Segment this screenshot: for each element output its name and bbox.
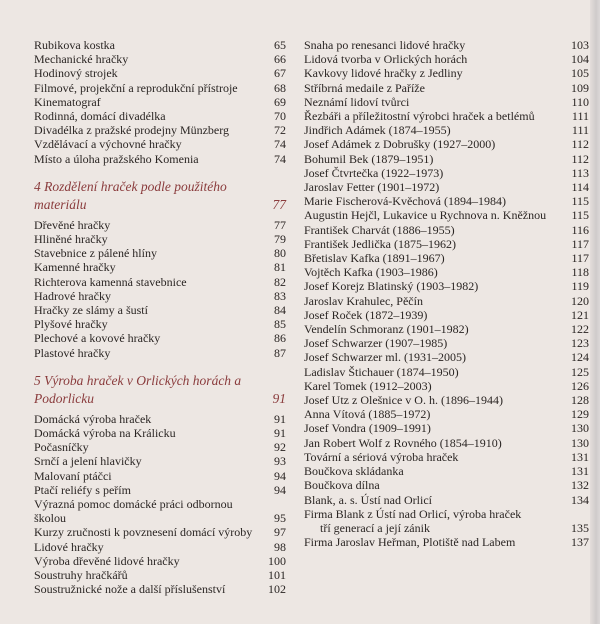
toc-entry-page: 74 — [274, 137, 286, 152]
toc-entry-title: Soustruhy hračkářů — [34, 568, 128, 583]
toc-entry-title: Dřevěné hračky — [34, 217, 111, 232]
toc-entry-page: 111 — [571, 109, 589, 124]
toc-entry-title: Vendelín Schmoranz (1901–1982) — [304, 322, 469, 337]
toc-entry-title: Vzdělávací a výchovné hračky — [34, 137, 182, 152]
toc-entry-title: Břetislav Kafka (1891–1967) — [304, 251, 445, 266]
toc-entry-title: Filmové, projekční a reprodukční přístroje — [34, 80, 238, 95]
toc-entry-title: Boučkova dílna — [304, 478, 380, 493]
toc-entry-page: 68 — [274, 80, 286, 95]
toc-entry — [304, 237, 589, 251]
toc-entry-page: 81 — [274, 260, 286, 275]
toc-entry-title: Karel Tomek (1912–2003) — [304, 378, 432, 393]
toc-entry-page: 101 — [268, 568, 286, 583]
toc-entry — [34, 454, 286, 468]
toc-entry-title: Jan Robert Wolf z Rovného (1854–1910) — [304, 435, 502, 450]
page-edge-shadow — [590, 0, 600, 624]
toc-entry-page: 80 — [274, 246, 286, 261]
toc-entry — [34, 95, 286, 109]
toc-entry-page: 100 — [268, 553, 286, 568]
toc-entry-page: 93 — [274, 454, 286, 469]
toc-entry — [304, 95, 589, 109]
toc-entry — [304, 336, 589, 350]
toc-entry-title: Počasníčky — [34, 440, 89, 455]
toc-entry-title: Hliněné hračky — [34, 232, 108, 247]
toc-entry — [34, 232, 286, 246]
toc-entry-page: 86 — [274, 331, 286, 346]
toc-entry-title: Stříbrná medaile z Paříže — [304, 80, 425, 95]
toc-entry-title: Firma Jaroslav Heřman, Plotiště nad Labem — [304, 535, 516, 550]
toc-entry — [304, 350, 589, 364]
toc-entry — [304, 535, 589, 549]
toc-entry — [34, 440, 286, 454]
toc-entry — [34, 218, 286, 232]
toc-entry-page: 131 — [571, 449, 589, 464]
toc-entry-page: 114 — [571, 180, 589, 195]
toc-entry-page: 84 — [274, 303, 286, 318]
toc-entry-title: Firma Blank z Ústí nad Orlicí, výroba hraček — [304, 506, 522, 521]
toc-entry-page: 92 — [274, 440, 286, 455]
toc-entry — [34, 123, 286, 137]
toc-entry-page: 105 — [571, 66, 589, 81]
toc-entry — [34, 483, 286, 497]
toc-entry-page: 124 — [571, 350, 589, 365]
toc-entry — [34, 289, 286, 303]
toc-entry — [34, 66, 286, 80]
toc-entry-title: Hadrové hračky — [34, 288, 111, 303]
toc-entry-page: 95 — [274, 511, 286, 526]
toc-entry — [304, 208, 589, 222]
toc-entry-page: 120 — [571, 293, 589, 308]
toc-entry-page: 97 — [274, 525, 286, 540]
toc-entry-title: Tovární a sériová výroba hraček — [304, 449, 459, 464]
toc-entry-page: 94 — [274, 468, 286, 483]
chapter-title: 5 Výroba hraček v Orlických horách a Podorlicku — [34, 372, 242, 406]
toc-entry-title: Jaroslav Krahulec, Pěčín — [304, 293, 423, 308]
toc-entry-page: 91 — [274, 426, 286, 441]
toc-entry-title: Domácká výroba hraček — [34, 411, 152, 426]
toc-entry-page: 67 — [274, 66, 286, 81]
toc-entry-page: 110 — [571, 94, 589, 109]
toc-entry-page: 98 — [274, 539, 286, 554]
toc-left-column — [34, 38, 286, 597]
toc-entry — [304, 251, 589, 265]
toc-entry-page: 87 — [274, 345, 286, 360]
toc-entry — [304, 464, 589, 478]
toc-entry — [304, 393, 589, 407]
toc-entry — [34, 109, 286, 123]
toc-entry-title: Mechanické hračky — [34, 52, 129, 67]
toc-entry-page: 94 — [274, 482, 286, 497]
toc-entry — [304, 279, 589, 293]
toc-entry — [304, 322, 589, 336]
toc-entry — [304, 294, 589, 308]
toc-entry-page: 82 — [274, 274, 286, 289]
toc-entry-title: Josef Vondra (1909–1991) — [304, 421, 431, 436]
toc-entry-page: 103 — [571, 38, 589, 52]
toc-entry-title: Richterova kamenná stavebnice — [34, 274, 187, 289]
toc-entry-title: Ptačí reliéfy s peřím — [34, 482, 131, 497]
toc-entry — [304, 493, 589, 507]
toc-entry-page: 112 — [571, 137, 589, 152]
toc-entry-title: Místo a úloha pražského Komenia — [34, 151, 199, 166]
toc-entry — [34, 331, 286, 345]
toc-entry — [34, 582, 286, 596]
toc-entry-page: 128 — [571, 393, 589, 408]
toc-entry-page: 117 — [571, 236, 589, 251]
toc-entry-page: 74 — [274, 151, 286, 166]
toc-entry — [304, 123, 589, 137]
toc-entry — [304, 81, 589, 95]
toc-entry-title: Neznámí lidoví tvůrci — [304, 94, 410, 109]
toc-entry-page: 116 — [571, 222, 589, 237]
toc-entry — [304, 407, 589, 421]
toc-entry-page: 109 — [571, 80, 589, 95]
toc-entry-title: Lidová tvorba v Orlických horách — [304, 52, 468, 67]
toc-entry-title: Blank, a. s. Ústí nad Orlicí — [304, 492, 432, 507]
toc-entry-title: Marie Fischerová-Kvěchová (1894–1984) — [304, 194, 506, 209]
toc-entry — [34, 260, 286, 274]
toc-entry-title: Kavkovy lidové hračky z Jedliny — [304, 66, 463, 81]
toc-entry — [34, 275, 286, 289]
toc-entry-title: Řezbáři a příležitostní výrobci hraček a betlémů — [304, 109, 535, 124]
toc-entry — [304, 38, 589, 52]
toc-entry-title: Jindřich Adámek (1874–1955) — [304, 123, 451, 138]
toc-entry — [304, 52, 589, 66]
toc-entry — [34, 426, 286, 440]
toc-entry — [304, 194, 589, 208]
toc-entry-page: 79 — [274, 232, 286, 247]
toc-entry-title: Jaroslav Fetter (1901–1972) — [304, 180, 440, 195]
toc-entry-page: 115 — [571, 194, 589, 209]
toc-entry-page: 113 — [571, 165, 589, 180]
toc-entry-page: 129 — [571, 407, 589, 422]
toc-entry-title: František Charvát (1886–1955) — [304, 222, 455, 237]
toc-entry-continuation — [304, 521, 589, 535]
toc-entry-title: Vojtěch Kafka (1903–1986) — [304, 265, 438, 280]
spacer — [34, 166, 286, 178]
toc-entry — [34, 38, 286, 52]
toc-entry — [34, 568, 286, 582]
toc-entry-page: 135 — [571, 520, 589, 535]
toc-entry — [34, 469, 286, 483]
toc-right-column — [304, 38, 589, 549]
toc-entry-title: Výrazná pomoc domácké práci odbornou školou — [34, 497, 233, 526]
toc-entry-title: Snaha po renesanci lidové hračky — [304, 38, 466, 52]
toc-entry-title: Soustružnické nože a další příslušenství — [34, 582, 226, 597]
toc-entry-title: Srnčí a jelení hlavičky — [34, 454, 142, 469]
toc-entry-title: Anna Vítová (1885–1972) — [304, 407, 431, 422]
toc-entry-page: 130 — [571, 435, 589, 450]
toc-entry — [304, 507, 589, 521]
toc-entry — [304, 66, 589, 80]
toc-entry-page: 83 — [274, 288, 286, 303]
toc-entry — [34, 525, 286, 539]
toc-entry-title: Josef Adámek z Dobrušky (1927–2000) — [304, 137, 496, 152]
toc-entry-title: Plyšové hračky — [34, 317, 108, 332]
toc-entry-title: Divadélka z pražské prodejny Münzberg — [34, 123, 230, 138]
toc-entry-page: 121 — [571, 307, 589, 322]
toc-entry — [34, 554, 286, 568]
toc-entry-title: Josef Schwarzer (1907–1985) — [304, 336, 448, 351]
chapter-title: 4 Rozdělení hraček podle použitého materiálu — [34, 178, 227, 212]
toc-entry-page: 125 — [571, 364, 589, 379]
toc-entry-page: 131 — [571, 464, 589, 479]
toc-entry-page: 102 — [268, 582, 286, 597]
toc-entry-page: 111 — [571, 123, 589, 138]
chapter-page: 77 — [272, 196, 286, 212]
toc-entry-page: 72 — [274, 123, 286, 138]
toc-entry — [34, 412, 286, 426]
toc-entry-title: Domácká výroba na Králicku — [34, 426, 176, 441]
toc-entry — [304, 308, 589, 322]
toc-entry-title: Kamenné hračky — [34, 260, 116, 275]
toc-entry-title: Josef Schwarzer ml. (1931–2005) — [304, 350, 466, 365]
toc-entry-page: 119 — [571, 279, 589, 294]
toc-entry — [304, 109, 589, 123]
toc-entry-title: Plechové a kovové hračky — [34, 331, 161, 346]
toc-entry-page: 117 — [571, 251, 589, 266]
toc-entry — [304, 223, 589, 237]
toc-entry-page: 122 — [571, 322, 589, 337]
chapter-page: 91 — [272, 390, 286, 406]
toc-entry-page: 137 — [571, 535, 589, 550]
chapter-heading — [34, 372, 286, 408]
toc-entry-title: Josef Korejz Blatinský (1903–1982) — [304, 279, 479, 294]
toc-entry-title: Plastové hračky — [34, 345, 111, 360]
spacer — [34, 360, 286, 372]
toc-entry-page: 65 — [274, 38, 286, 52]
toc-entry-page: 69 — [274, 94, 286, 109]
toc-entry-page: 104 — [571, 52, 589, 67]
toc-entry-title: Lidové hračky — [34, 539, 104, 554]
toc-entry — [34, 137, 286, 151]
toc-entry-title: Bohumil Bek (1879–1951) — [304, 151, 434, 166]
toc-entry-page: 66 — [274, 52, 286, 67]
toc-entry-page: 123 — [571, 336, 589, 351]
toc-entry — [34, 246, 286, 260]
toc-entry — [304, 436, 589, 450]
toc-entry — [304, 379, 589, 393]
toc-entry — [304, 478, 589, 492]
toc-entry-title: Stavebnice z pálené hlíny — [34, 246, 157, 261]
toc-entry-page: 115 — [571, 208, 589, 223]
toc-entry-title: Boučkova skládanka — [304, 464, 404, 479]
toc-entry — [304, 265, 589, 279]
toc-entry — [34, 152, 286, 166]
toc-entry-title: Rubikova kostka — [34, 38, 115, 52]
toc-entry-page: 85 — [274, 317, 286, 332]
toc-entry — [34, 52, 286, 66]
toc-entry-title: Hračky ze slámy a šustí — [34, 303, 148, 318]
toc-entry-page: 132 — [571, 478, 589, 493]
toc-entry-page: 91 — [274, 411, 286, 426]
toc-entry — [304, 137, 589, 151]
toc-entry-page: 70 — [274, 109, 286, 124]
toc-entry-page: 126 — [571, 378, 589, 393]
toc-entry-title: Josef Utz z Olešnice v O. h. (1896–1944) — [304, 393, 503, 408]
toc-entry-title: František Jedlička (1875–1962) — [304, 236, 456, 251]
toc-entry-title: Hodinový strojek — [34, 66, 118, 81]
toc-entry-title-continued: tří generací a její zánik — [320, 520, 430, 535]
toc-entry — [304, 365, 589, 379]
toc-entry — [34, 497, 286, 525]
toc-entry-page: 134 — [571, 492, 589, 507]
toc-entry — [34, 540, 286, 554]
toc-entry-title: Rodinná, domácí divadélka — [34, 109, 166, 124]
toc-entry-title: Josef Roček (1872–1939) — [304, 307, 428, 322]
toc-entry-title: Kinematograf — [34, 94, 101, 109]
toc-entry-title: Josef Čtvrtečka (1922–1973) — [304, 165, 444, 180]
toc-entry — [304, 450, 589, 464]
toc-entry — [304, 421, 589, 435]
toc-entry — [304, 166, 589, 180]
toc-entry — [34, 303, 286, 317]
toc-entry-page: 130 — [571, 421, 589, 436]
toc-entry-title: Kurzy zručnosti k povznesení domácí výroby — [34, 525, 253, 540]
chapter-heading — [34, 178, 286, 214]
toc-entry-title: Augustin Hejčl, Lukavice u Rychnova n. Kněžnou — [304, 208, 547, 223]
toc-entry — [34, 346, 286, 360]
toc-entry-page: 112 — [571, 151, 589, 166]
toc-entry-title: Výroba dřevěné lidové hračky — [34, 553, 180, 568]
toc-entry-title: Malovaní ptáčci — [34, 468, 112, 483]
toc-entry-title: Ladislav Štichauer (1874–1950) — [304, 364, 459, 379]
toc-entry — [34, 317, 286, 331]
toc-entry-page: 118 — [571, 265, 589, 280]
toc-entry — [34, 81, 286, 95]
toc-entry — [304, 152, 589, 166]
toc-entry — [304, 180, 589, 194]
toc-entry-page: 77 — [274, 217, 286, 232]
